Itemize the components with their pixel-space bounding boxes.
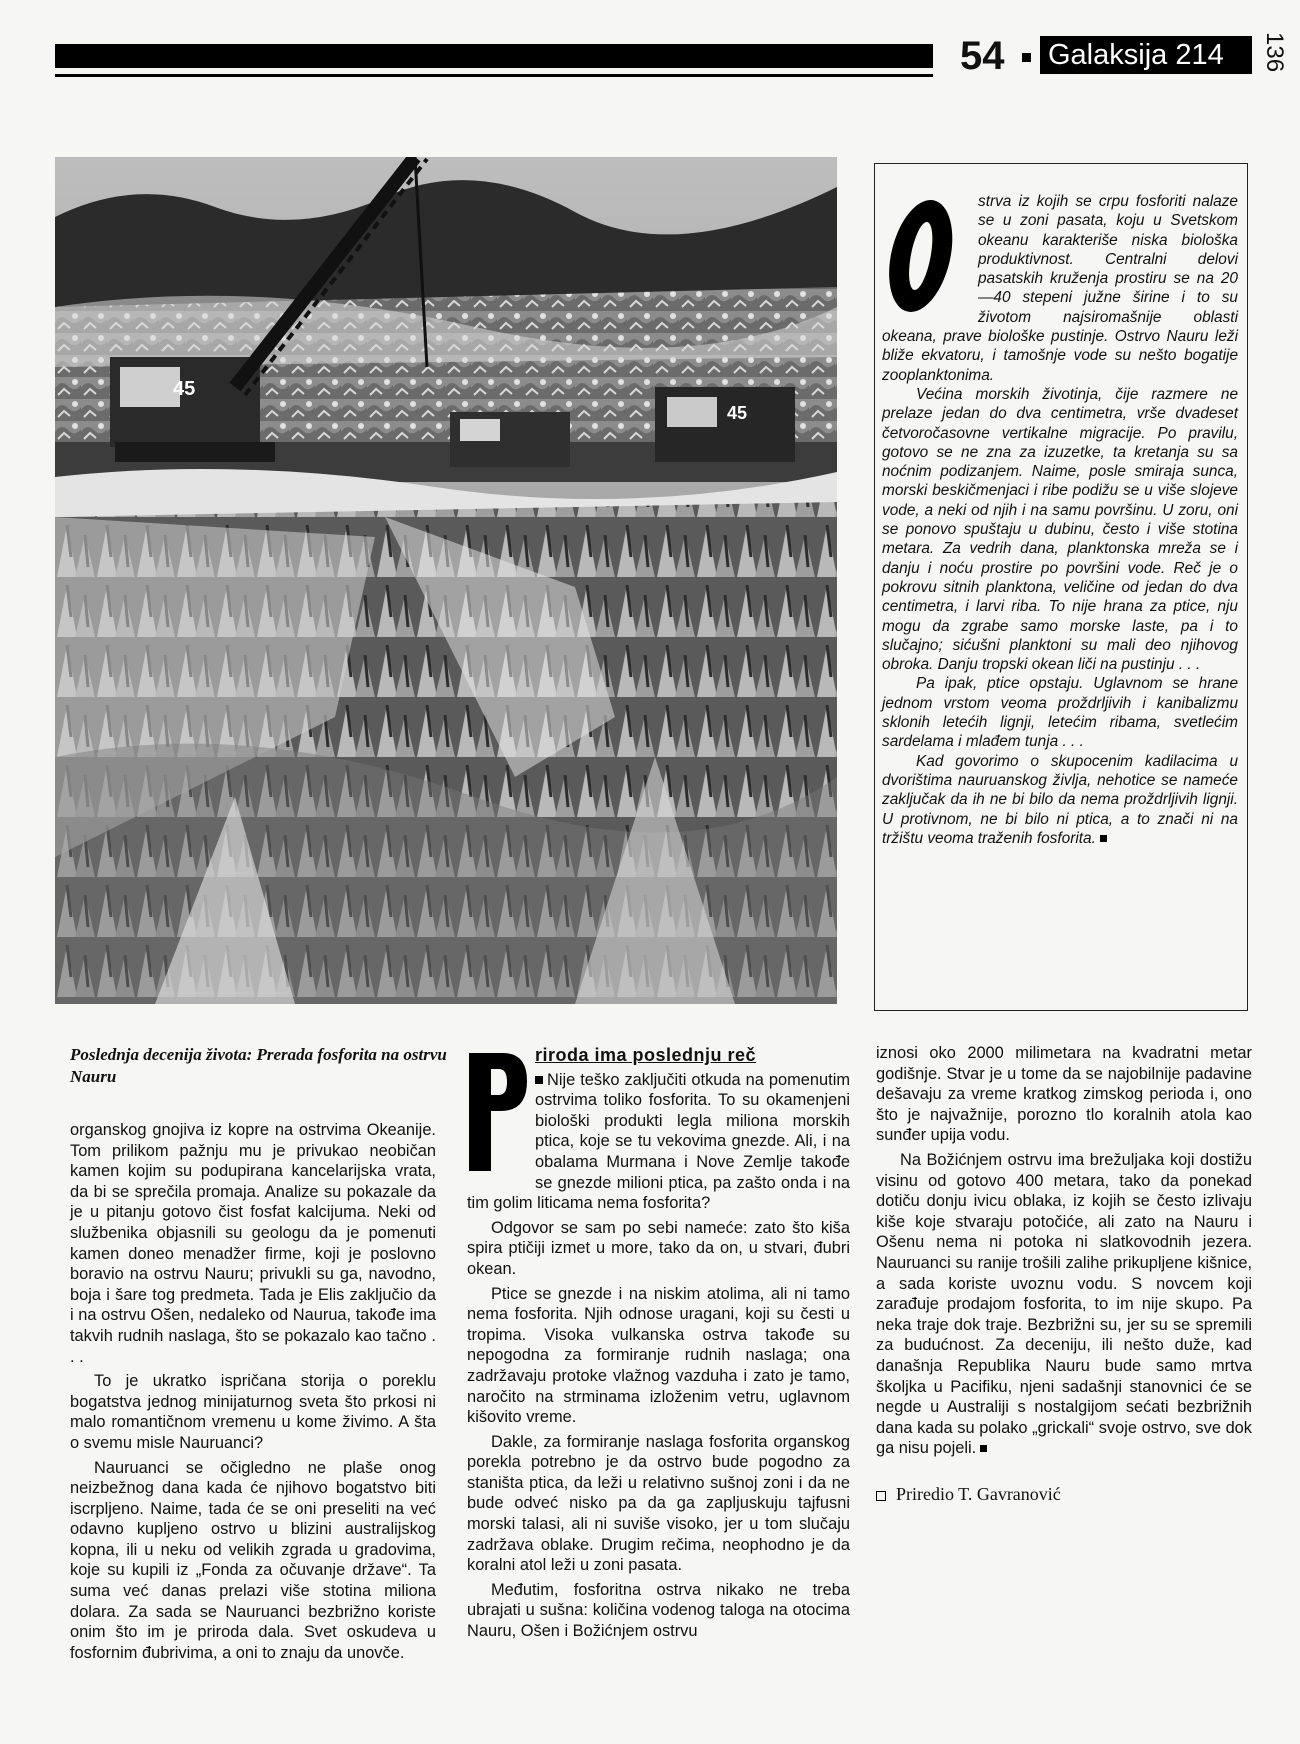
section-bullet bbox=[535, 1076, 543, 1084]
author-credit bbox=[876, 1484, 1061, 1505]
sidebar-paragraph-1-text: strva iz kojih se crpu fosforiti nalaze se u zoni pasata, koju u Svetskom okeanu karakteriše niska biološka produktivnost. Centralni delovi pasatskih kruženja prostiru se na 20—40 stepeni južne širine i to su životom najsiromašnije oblasti okeana, prave biološke pustinje. Ostrvo Nauru leži bliže ekvatoru, i tamošnje vode su nešto bogatije zooplanktonima. bbox=[882, 193, 1238, 384]
column-1-paragraph-3: Nauruanci se očigledno ne plaše onog neizbežnog dana kada će njihovo bogatstvo biti iscrpljeno. Naime, tada će se oni preseliti na već odavno kupljeno ostrvo u blizini australijskog kopna, ili u neku od velikih zgrada u gradovima, koje su kupili iz „Fonda za očuvanje države“. Ta suma već danas prelazi više stotina miliona dolara. Za sada se Nauruanci bezbrižno koriste onim što im je priroda dala. Svet oskudeva u fosfornim đubrivima, a oni to znaju da unovče. bbox=[70, 1458, 436, 1662]
article-end-mark bbox=[980, 1445, 987, 1452]
mine-photo bbox=[55, 157, 837, 1004]
truck-number-left: 45 bbox=[173, 378, 196, 400]
column-1-paragraph-2: To je ukratko ispričana storija o poreklu bogatstva jednog minijaturnog sveta što prkosi ni malo romantičnom vremenu u kome živimo. A šta o svemu misle Nauruanci? bbox=[70, 1372, 436, 1452]
column-2-paragraph-4: Dakle, za formiranje naslaga fosforita organskog porekla potrebno je da ostrvo bude pogodno za staništa ptica, da leži u relativno sušnoj zoni i da ne bude odveć nisko pa da ga zapljuskuju tajfusni morski talasi, ali ni suviše visoko, jer u tom slučaju zadržava oblake. Drugim rečima, neophodno je da koralni atol leži u zoni pasata. bbox=[467, 1432, 850, 1575]
column-2 bbox=[467, 1045, 850, 1642]
end-mark bbox=[1100, 835, 1107, 842]
photo-caption: Poslednja decenija života: Prerada fosforita na ostrvu Nauru bbox=[70, 1045, 447, 1086]
sidebar-paragraph-3: Pa ipak, ptice opstaju. Uglavnom se hrane jednom vrstom veoma proždrljivih i kanibalizmu sklonih letećih lignji, letećim ribama, svetlećim sardelama i mlađem tunja . . . bbox=[882, 675, 1238, 751]
credit-text: Priredio T. Gavranović bbox=[896, 1484, 1061, 1504]
header-rule bbox=[55, 74, 933, 77]
column-3-paragraph-1: iznosi oko 2000 milimetara na kvadratni metar godišnje. Stvar je u tome da se najobilnije padavine dešavaju za vreme kratkog zimskog perioda i, ono što je najvažnije, porozno tlo koralnih atola kao sunđer upija vodu. bbox=[876, 1044, 1252, 1145]
sidebar-text bbox=[882, 192, 1238, 848]
drop-cap-o bbox=[888, 192, 972, 322]
column-3-paragraph-2 bbox=[876, 1150, 1252, 1459]
column-3-paragraph-2-text: Na Božićnjem ostrvu ima brežuljaka koji dostižu visinu od gotovo 400 metara, tako da ponekad dotiču donju ivicu oblaka, iz kojih se često izlivaju kiše koje stvaraju potočiće, ali zato na Nauru i Ošenu nema ni potoka ni slatkovodnih jezera. Nauruanci su ranije trošili zalihe prikupljene kišnice, a sada koriste uvoznu vodu. S novcem koji zarađuje prodajom fosforita, to im nije skupo. Pa neka traje dok traje. Bezbrižni su, jer su se spremili za budućnost. Za deceniju, ili nešto duže, kad današnja Republika Nauru bude samo mrtva školjka u Pacifiku, njeni sadašnji stanovnici će se negde u Australiji s nostalgijom sećati bezbrižnih dana kada su polako „grickali“ svoje ostrvo, sve dok ga nisu pojeli. bbox=[876, 1150, 1252, 1458]
truck-number-right: 45 bbox=[727, 403, 748, 423]
sidebar-paragraph-2: Većina morskih životinja, čije razmere ne prelaze jedan do dva centimetra, vrše dvadeset četvoročasovne vertikalne migracije. Po pravilu, gotovo se ne zna za izuzetke, ta kretanja su sa noćnim podizanjem. Naime, posle smiraja sunca, morski beskičmenjaci i ribe podižu se u više slojeve vode, a neki od njih i na samu površinu. U zoru, oni se ponovo spuštaju u dubinu, često i više stotina metara. Za vedrih dana, planktonska mreža se i danju i noću prostire po površini vode. Reč je o pokrovu sitnih planktona, veličine od jedan do dva centimetra, i larvi riba. To nije hrana za ptice, nju mogu da zgrabe samo morske laste, pa i to slučajno; sićušni planktoni su mali deo njihovog obroka. Danju tropski okean liči na pustinju . . . bbox=[882, 385, 1238, 674]
column-1 bbox=[70, 1120, 436, 1663]
mine-photo-illustration bbox=[55, 157, 837, 1004]
credit-box-icon bbox=[876, 1491, 886, 1501]
sidebar-paragraph-4 bbox=[882, 752, 1238, 848]
side-code: 136 bbox=[1261, 32, 1288, 73]
header-bullet bbox=[1022, 53, 1031, 62]
column-3 bbox=[876, 1043, 1252, 1459]
column-2-paragraph-1-text: Nije teško zaključiti otkuda na pomenutim ostrvima toliko fosforita. To su okamenjeni biološki produkti legla miliona morskih ptica, koje se tu vekovima gnezde. Ali, i na obalama Murmana i Nove Zemlje takođe se gnezde milioni ptica, pa zašto onda i na tim golim liticama nema fosforita? bbox=[467, 1070, 850, 1213]
column-2-paragraph-2: Odgovor se sam po sebi nameće: zato što kiša spira ptičiji izmet u more, tako da on, u stvari, đubri okean. bbox=[467, 1218, 850, 1278]
sidebar-paragraph-4-text: Kad govorimo o skupocenim kadilacima u dvorištima nauruanskog življa, nehotice se nameće zaključak da ih ne bi bilo da nema proždrljivih lignji. U protivnom, ne bi bilo ni ptica, a to znači ni na tržištu veoma traženih fosforita. bbox=[882, 752, 1238, 847]
page-number: 54 bbox=[960, 34, 1005, 78]
magazine-title: Galaksija 214 bbox=[1040, 36, 1252, 74]
column-2-paragraph-5: Međutim, fosforitna ostrva nikako ne treba ubrajati u sušna: količina vodenog taloga na otocima Nauru, Ošen i Božićnjem ostrvu bbox=[467, 1580, 850, 1641]
section-title: riroda ima poslednju reč bbox=[535, 1045, 757, 1065]
column-2-paragraph-3: Ptice se gnezde i na niskim atolima, ali ni tamo nema fosforita. Njih odnose uragani, koji su česti u tropima. Visoka vulkanska ostrva takođe su nepogodna za formiranje rudnih naslaga; ona zadržavaju protoke vlažnog vazduha i zato je tamo, naročito na strminama izloženim vetru, uglavnom kišovito vreme. bbox=[467, 1284, 850, 1427]
column-1-paragraph-1: organskog gnojiva iz kopre na ostrvima Okeanije. Tom prilikom pažnju mu je privukao neobičan kamen kojim su podupirana kancelarijska vrata, da bi se sprečila promaja. Analize su pokazale da je u pitanju gotovo čist fosfat kalcijuma. Neki od službenika objasnili su geologu da je pomenuti kamen doneo menadžer firme, koji je poslovno boravio na ostrvu Nauru; privukli su ga, navodno, boja i šare tog predmeta. Tada je Elis zaključio da i na ostrvu Ošen, nedaleko od Naurua, takođe ima takvih rudnih naslaga, što se pokazalo kao tačno . . . bbox=[70, 1121, 436, 1366]
drop-cap-p bbox=[467, 1051, 529, 1173]
header-bar bbox=[55, 44, 933, 68]
